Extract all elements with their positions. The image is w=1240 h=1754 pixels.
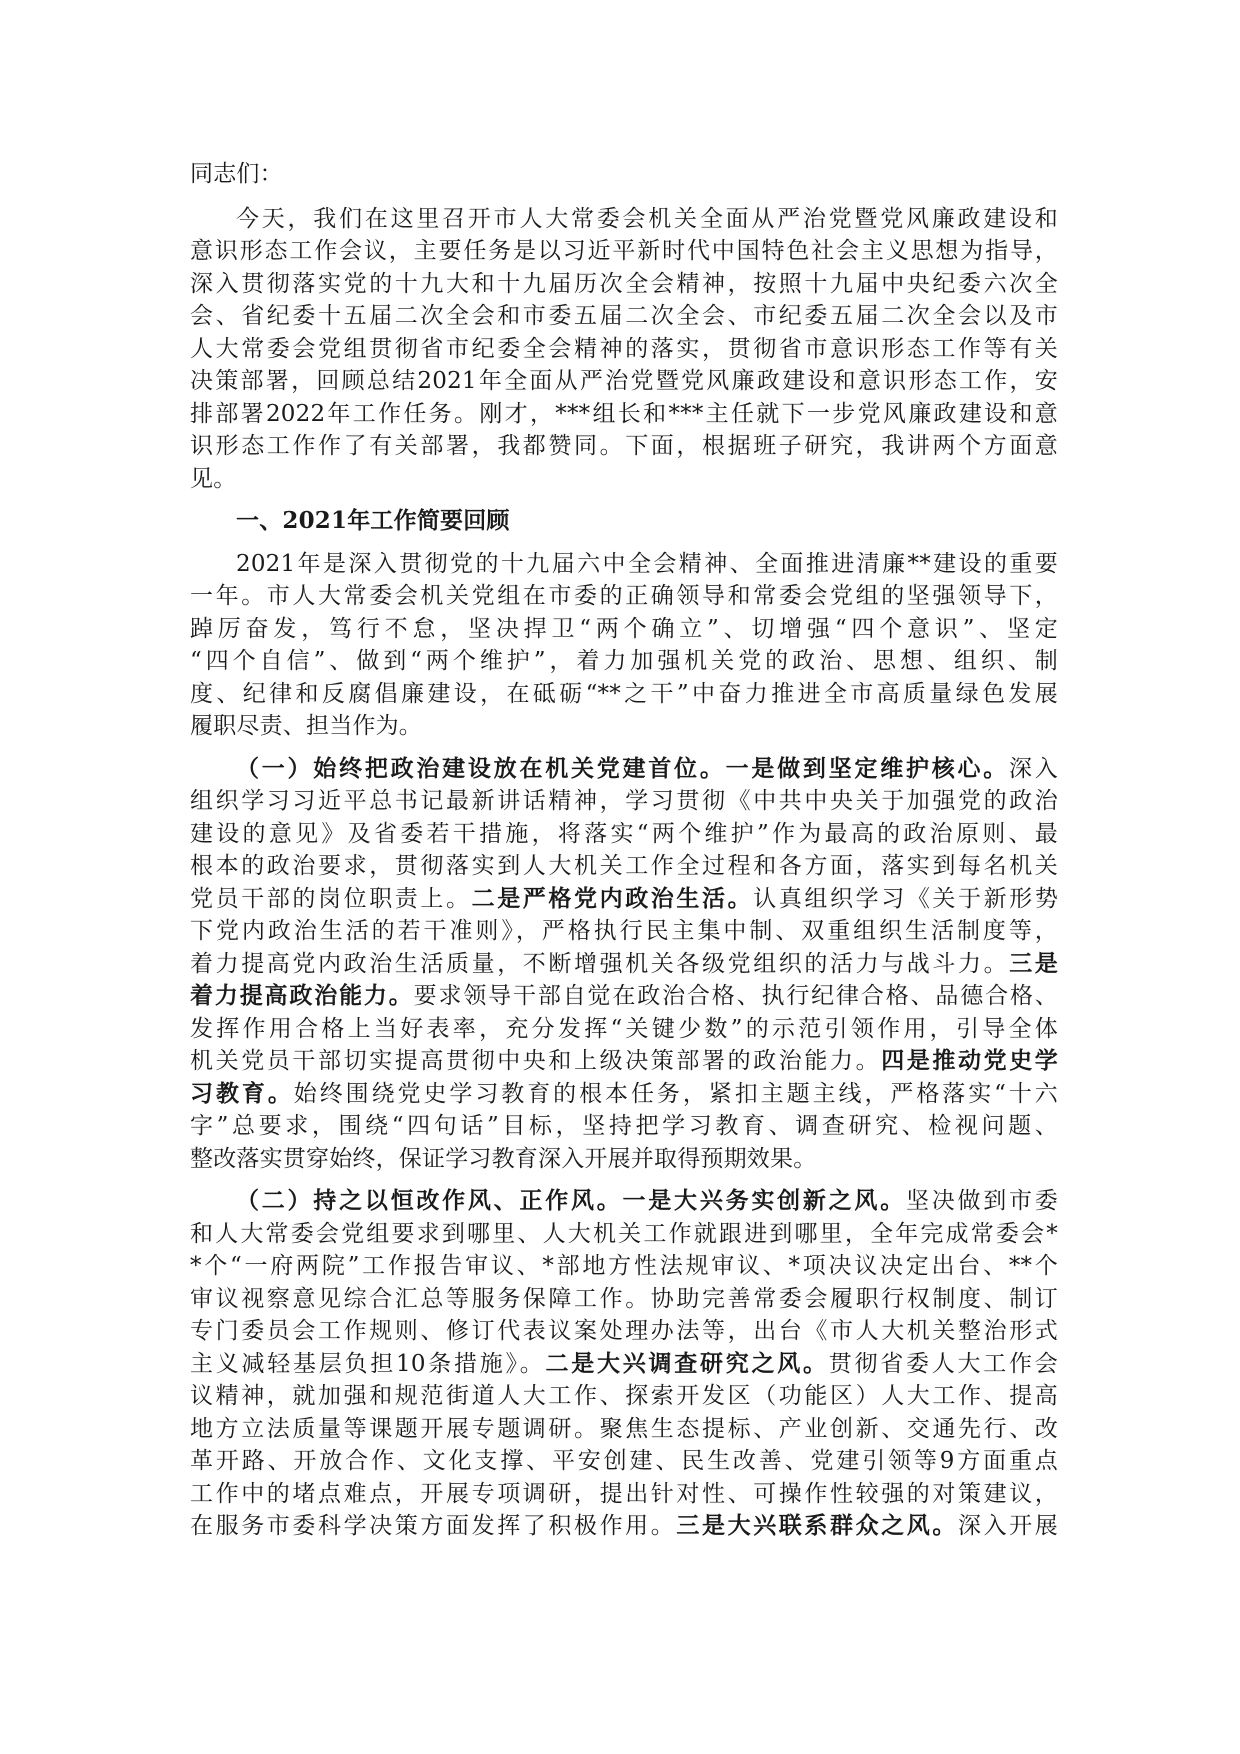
bold-lead: 二是大兴调查研究之风。 [545,1349,829,1377]
text-line: 机关党员干部切实提高贯彻中央和上级决策部署的政治能力。四是推动党史学 [190,1047,1059,1074]
text-line: 一年。市人大常委会机关党组在市委的正确领导和常委会党组的坚强领导下， [190,583,1058,609]
text-line: 深入贯彻落实党的十九大和十九届历次全会精神，按照十九届中央纪委六次全 [190,270,1058,297]
bold-lead: 三是 [1009,949,1058,977]
bold-lead: 着力提高政治能力。 [190,982,414,1009]
text-line: 发挥作用合格上当好表率，充分发挥“关键少数”的示范引领作用，引导全体 [190,1015,1058,1042]
text-line: 习教育。始终围绕党史学习教育的根本任务，紧扣主题主线，严格落实“十六 [190,1079,1058,1107]
text-line: 着力提高党内政治生活质量，不断增强机关各级党组织的活力与战斗力。三是 [190,949,1058,977]
text-line: 和人大常委会党组要求到哪里、人大机关工作就跟进到哪里，全年完成常委会* [190,1220,1058,1247]
text-line: 见。 [190,465,237,492]
text-line: 审议视察意见综合汇总等服务保障工作。协助完善常委会履职行权制度、制订 [190,1285,1058,1312]
bold-lead: 习教育。 [190,1079,294,1107]
bold-lead: 二是严格党内政治生活。 [471,884,754,912]
greeting: 同志们： [190,161,283,187]
text-line: 识形态工作作了有关部署，我都赞同。下面，根据班子研究，我讲两个方面意 [190,433,1058,459]
bold-lead: 四是推动党史学 [881,1047,1059,1074]
text-line: *个“一府两院”工作报告审议、*部地方性法规审议、*项决议决定出台、**个 [190,1253,1058,1279]
text-line: 下党内政治生活的若干准则》，严格执行民主集中制、双重组织生活制度等， [190,918,1058,944]
text-line: 工作中的堵点难点，开展专项调研，提出针对性、可操作性较强的对策建议， [190,1480,1058,1507]
text-line: 会、省纪委十五届二次全会和市委五届二次全会、市纪委五届二次全会以及市 [190,303,1058,329]
text-line: 意识形态工作会议，主要任务是以习近平新时代中国特色社会主义思想为指导， [190,238,1058,264]
bold-lead: （一）始终把政治建设放在机关党建首位。一是做到坚定维护核心。 [236,754,1010,782]
section-heading: 一、2021年工作简要回顾 [236,507,510,534]
text-line: 专门委员会工作规则、修订代表议案处理办法等，出台《市人大机关整治形式 [190,1318,1058,1344]
text-line: 踔厉奋发，笃行不怠，坚决捍卫“两个确立”、切增强“四个意识”、坚定 [190,615,1058,642]
text-line: 着力提高政治能力。要求领导干部自觉在政治合格、执行纪律合格、品德合格、 [190,982,1058,1009]
text-line: 度、纪律和反腐倡廉建设，在砥砺“**之干”中奋力推进全市高质量绿色发展 [190,680,1058,707]
intro-paragraph [190,203,1058,496]
text-line: 党员干部的岗位职责上。二是严格党内政治生活。认真组织学习《关于新形势 [190,884,1059,912]
text-line: 字”总要求，围绕“四句话”目标，坚持把学习教育、调查研究、检视问题、 [190,1113,1058,1139]
text-line: （一）始终把政治建设放在机关党建首位。一是做到坚定维护核心。深入 [236,754,1058,782]
text-line: 组织学习习近平总书记最新讲话精神，学习贯彻《中共中央关于加强党的政治 [190,788,1058,814]
text-line: 革开路、开放合作、文化支撑、平安创建、民生改善、党建引领等9方面重点 [190,1448,1058,1474]
document-page [190,158,1058,1543]
bold-lead: （二）持之以恒改作风、正作风。一是大兴务实创新之风。 [236,1187,906,1214]
text-line: 决策部署，回顾总结2021年全面从严治党暨党风廉政建设和意识形态工作，安 [190,368,1058,394]
text-line: 议精神，就加强和规范街道人大工作、探索开发区（功能区）人大工作、提高 [190,1383,1058,1409]
bold-lead: 三是大兴联系群众之风。 [676,1512,958,1539]
text-line: （二）持之以恒改作风、正作风。一是大兴务实创新之风。坚决做到市委 [236,1187,1059,1214]
text-line: 2021年是深入贯彻党的十九届六中全会精神、全面推进清廉**建设的重要 [236,550,1058,577]
text-line: 整改落实贯穿始终，保证学习教育深入开展并取得预期效果。 [190,1145,817,1172]
text-line: 人大常委会党组贯彻省市纪委全会精神的落实，贯彻省市意识形态工作等有关 [190,335,1058,362]
text-line: 主义减轻基层负担10条措施》。二是大兴调查研究之风。贯彻省委人大工作会 [190,1349,1058,1377]
text-line: “四个自信”、做到“两个维护”，着力加强机关党的政治、思想、组织、制 [190,648,1058,674]
text-line: 根本的政治要求，贯彻落实到人大机关工作全过程和各方面，落实到每名机关 [190,853,1058,879]
text-line: 排部署2022年工作任务。刚才，***组长和***主任就下一步党风廉政建设和意 [190,400,1058,427]
part-two-paragraph [190,1185,1058,1543]
text-line: 今天，我们在这里召开市人大常委会机关全面从严治党暨党风廉政建设和 [236,205,1058,232]
text-line: 地方立法质量等课题开展专题调研。聚焦生态提标、产业创新、交通先行、改 [190,1415,1058,1442]
part-one-paragraph [190,753,1058,1176]
section-intro-paragraph [190,548,1058,743]
text-line: 建设的意见》及省委若干措施，将落实“两个维护”作为最高的政治原则、最 [190,820,1058,847]
text-line: 履职尽责、担当作为。 [190,713,422,739]
text-line: 在服务市委科学决策方面发挥了积极作用。三是大兴联系群众之风。深入开展 [190,1512,1058,1539]
